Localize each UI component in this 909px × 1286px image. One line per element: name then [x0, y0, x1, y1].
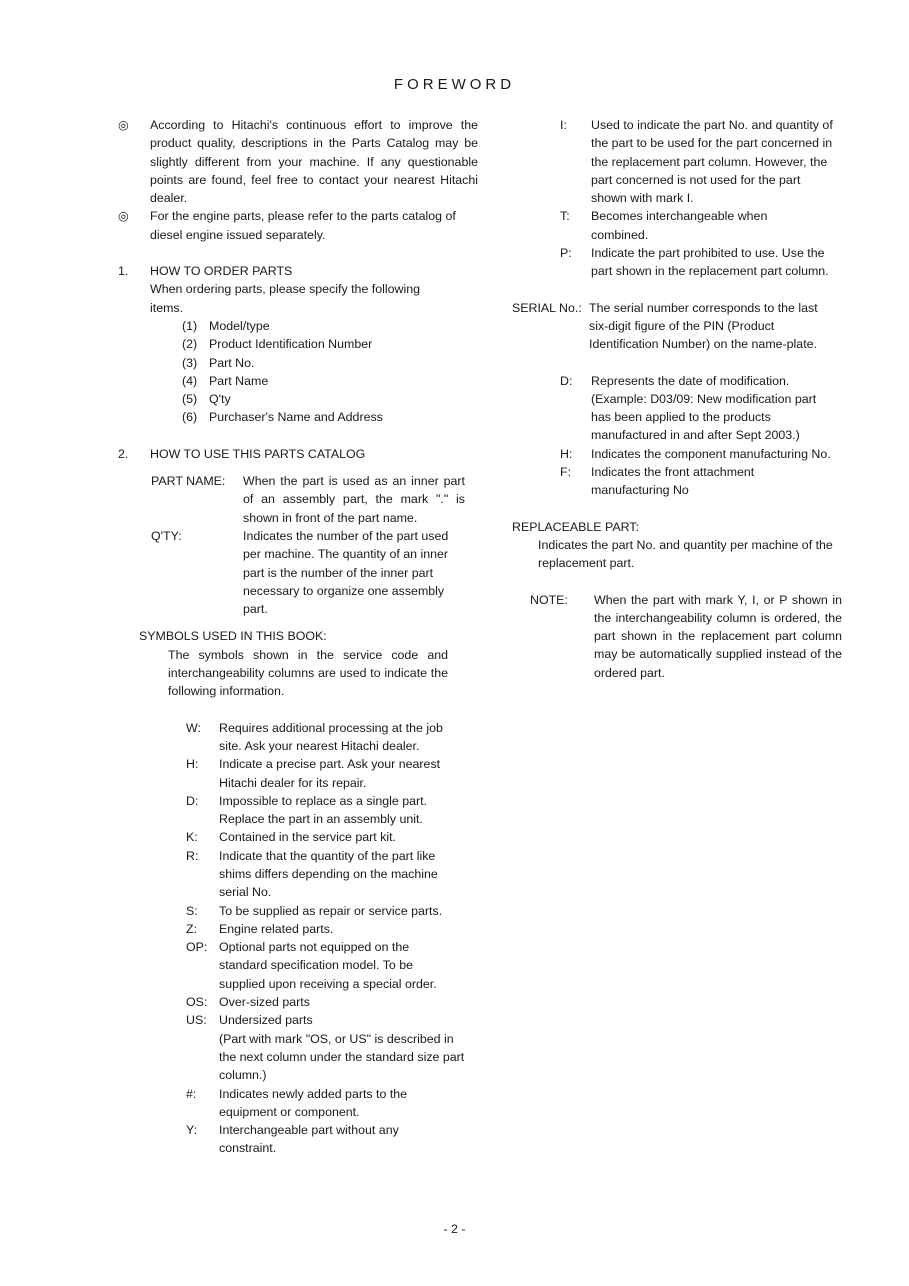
- symbol-code: US:: [186, 1013, 207, 1028]
- section-number: 1.: [118, 264, 129, 279]
- symbol-item: [186, 1030, 478, 1085]
- symbol-code: OP:: [186, 940, 208, 955]
- symbol-item: [186, 920, 478, 938]
- symbol-code: Z:: [186, 921, 198, 936]
- symbol-code: #:: [186, 1086, 197, 1101]
- symbol-text: Becomes interchangeable when combined.: [591, 209, 768, 242]
- list-item: [182, 354, 478, 372]
- order-list: [118, 317, 478, 427]
- list-text: Model/type: [209, 318, 270, 333]
- left-column: [118, 116, 478, 1158]
- symbol-code: W:: [186, 720, 201, 735]
- symbol-code: T:: [560, 209, 570, 224]
- definition: [118, 527, 478, 618]
- list-item: [182, 390, 478, 408]
- symbol-text: Indicates the component manufacturing No.: [591, 446, 831, 461]
- symbol-item: [186, 902, 478, 920]
- symbol-text: Undersized parts: [219, 1013, 313, 1028]
- symbol-item: [560, 463, 862, 500]
- symbols-heading: SYMBOLS USED IN THIS BOOK:: [139, 629, 327, 644]
- serial-text: The serial number corresponds to the last six-digit figure of the PIN (Product Identification Number) on the name-plate.: [589, 300, 818, 352]
- page-title: FOREWORD: [393, 76, 516, 93]
- list-text: Q'ty: [209, 392, 231, 407]
- symbols-lead: The symbols shown in the service code and interchangeability columns are used to indicate the following information.: [168, 647, 448, 699]
- symbol-code: H:: [560, 446, 573, 461]
- page-number: - 2 -: [443, 1222, 466, 1236]
- list-item: [182, 317, 478, 335]
- list-text: Part Name: [209, 373, 269, 388]
- symbol-code: OS:: [186, 995, 208, 1010]
- list-number: (5): [182, 392, 198, 407]
- replaceable-text: Indicates the part No. and quantity per machine of the replacement part.: [538, 537, 833, 571]
- intro-text: According to Hitachi's continuous effort to improve the product quality, descriptions in the Parts Catalog may be slightly different from your machine. If any questionable points are found, feel free to contact your nearest Hitachi dealer.: [150, 118, 478, 206]
- section-heading: [118, 445, 478, 463]
- definition-text: Indicates the number of the part used per machine. The quantity of an inner part is the number of the inner part necessary to organize one assembly part.: [243, 528, 449, 617]
- symbol-code: K:: [186, 830, 198, 845]
- symbol-item: [186, 719, 478, 756]
- symbol-code: P:: [560, 246, 572, 261]
- list-number: (4): [182, 373, 198, 388]
- intro-item: [118, 207, 478, 244]
- intro-text: For the engine parts, please refer to the parts catalog of diesel engine issued separately.: [150, 209, 456, 242]
- list-text: Product Identification Number: [209, 337, 373, 352]
- section-lead: When ordering parts, please specify the following items.: [150, 282, 420, 315]
- symbol-item: [186, 993, 478, 1011]
- symbol-item: [186, 1011, 478, 1029]
- symbol-item: [186, 828, 478, 846]
- symbol-text: Indicate a precise part. Ask your nearest Hitachi dealer for its repair.: [219, 757, 441, 790]
- replaceable-heading: REPLACEABLE PART:: [512, 519, 639, 534]
- symbols-list: [118, 719, 478, 1158]
- symbol-text: Indicate the part prohibited to use. Use the part shown in the replacement part column.: [591, 246, 829, 279]
- list-number: (2): [182, 337, 198, 352]
- symbol-code: H:: [186, 757, 199, 772]
- list-item: [182, 408, 478, 426]
- symbol-item: [560, 372, 862, 445]
- note-label: NOTE:: [530, 592, 568, 607]
- symbol-item: [186, 1085, 478, 1122]
- symbol-item: [560, 207, 862, 244]
- symbol-text: Requires additional processing at the job site. Ask your nearest Hitachi dealer.: [219, 720, 443, 753]
- note-text: When the part with mark Y, I, or P shown in the interchangeability column is ordered, the part shown in the replacement part column may be automatically supplied instead of the ordered part.: [594, 592, 842, 680]
- serial-term: SERIAL No.:: [512, 300, 582, 315]
- symbol-text: Indicates the front attachment manufacturing No: [591, 465, 755, 498]
- section-title: HOW TO USE THIS PARTS CATALOG: [150, 446, 366, 461]
- list-text: Part No.: [209, 355, 255, 370]
- symbol-text: Optional parts not equipped on the standard specification model. To be supplied upon receiving a special order.: [219, 940, 437, 991]
- section-title: HOW TO ORDER PARTS: [150, 264, 293, 279]
- symbol-item: [186, 755, 478, 792]
- list-text: Purchaser's Name and Address: [209, 410, 383, 425]
- symbol-text: (Part with mark "OS, or US" is described in the next column under the standard size part column.): [219, 1031, 465, 1083]
- section-number: 2.: [118, 446, 129, 461]
- definition-term: PART NAME:: [151, 474, 226, 489]
- symbol-code: I:: [560, 118, 567, 132]
- list-number: (3): [182, 355, 198, 370]
- symbol-item: [186, 1121, 478, 1158]
- serial-codes-list: [512, 372, 862, 500]
- symbol-item: [560, 445, 862, 463]
- symbol-text: Interchangeable part without any constraint.: [219, 1123, 399, 1156]
- symbol-text: Indicates newly added parts to the equipment or component.: [219, 1086, 408, 1119]
- symbol-code: S:: [186, 903, 198, 918]
- symbol-code: R:: [186, 848, 199, 863]
- right-symbols-list: [512, 116, 862, 281]
- list-number: (6): [182, 410, 198, 425]
- symbol-text: Impossible to replace as a single part. Replace the part in an assembly unit.: [219, 793, 427, 827]
- symbol-code: F:: [560, 465, 572, 480]
- symbol-text: Contained in the service part kit.: [219, 830, 397, 845]
- symbol-text: Over-sized parts: [219, 995, 310, 1010]
- definition: [118, 472, 478, 527]
- list-number: (1): [182, 318, 198, 333]
- symbol-text: Indicate that the quantity of the part like shims differs depending on the machine serial No.: [219, 848, 438, 900]
- list-item: [182, 335, 478, 353]
- symbol-text: Used to indicate the part No. and quantity of the part to be used for the part concerned in the replacement part column. However, the part concerned is not used for the part shown with mark I.: [591, 118, 833, 206]
- symbol-item: [560, 244, 862, 281]
- right-column: [512, 116, 862, 682]
- symbol-code: Y:: [186, 1123, 198, 1138]
- definition-term: Q'TY:: [151, 528, 182, 543]
- symbol-item: [186, 847, 478, 902]
- list-item: [182, 372, 478, 390]
- symbol-text: To be supplied as repair or service parts.: [219, 903, 443, 918]
- symbol-item: [186, 792, 478, 829]
- symbol-item: [186, 938, 478, 993]
- symbol-text: Engine related parts.: [219, 921, 334, 936]
- section-heading: [118, 262, 478, 280]
- note: [512, 591, 862, 682]
- intro-item: [118, 116, 478, 207]
- double-circle-icon: ◎: [118, 118, 129, 132]
- symbol-code: D:: [560, 373, 573, 388]
- symbol-code: [186, 1030, 219, 1085]
- definition-text: When the part is used as an inner part of an assembly part, the mark "." is shown in front of the part name.: [243, 474, 465, 525]
- symbol-text: Represents the date of modification. (Example: D03/09: New modification part has been applied to the products manufactured in and after Sept 2003.): [591, 373, 817, 443]
- serial-definition: [512, 299, 862, 354]
- symbol-code: D:: [186, 793, 199, 808]
- symbol-item: [560, 116, 862, 207]
- double-circle-icon: ◎: [118, 209, 129, 224]
